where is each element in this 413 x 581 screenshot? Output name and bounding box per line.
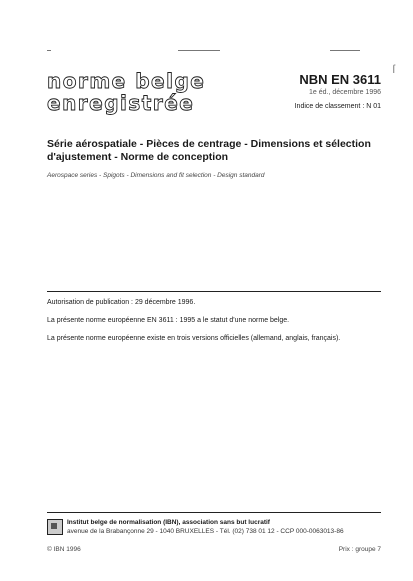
document-subtitle: Aerospace series - Spigots - Dimensions and fit selection - Design standard [47,172,265,179]
top-margin-mark [47,50,51,51]
top-margin-mark [178,50,220,51]
institute-address: avenue de la Brabançonne 29 - 1040 BRUXELLES - Tél. (02) 738 01 12 - CCP 000-0063013-86 [67,528,344,535]
corner-mark: ſ [392,62,395,76]
status-note: La présente norme européenne EN 3611 : 1995 a le statut d'une norme belge. [47,317,290,324]
publication-authorization: Autorisation de publication : 29 décembre 1996. [47,299,196,306]
standard-number: NBN EN 3611 [299,72,381,87]
top-margin-mark [330,50,360,51]
divider [47,291,381,292]
document-title: Série aérospatiale - Pièces de centrage - Dimensions et sélection d'ajustement - Norme de conception [47,138,371,163]
versions-note: La présente norme européenne existe en trois versions officielles (allemand, anglais, français). [47,335,341,342]
ibn-logo-icon [47,519,63,535]
footer-divider [47,512,381,513]
classification-index: Indice de classement : N 01 [294,103,381,110]
institute-name: Institut belge de normalisation (IBN), association sans but lucratif [67,519,270,526]
edition-date: 1e éd., décembre 1996 [309,89,381,96]
brand-line-2: enregistrée [47,91,195,115]
copyright: © IBN 1996 [47,546,81,553]
price-group: Prix : groupe 7 [338,546,381,553]
brand-line-1: norme belge [47,69,206,93]
